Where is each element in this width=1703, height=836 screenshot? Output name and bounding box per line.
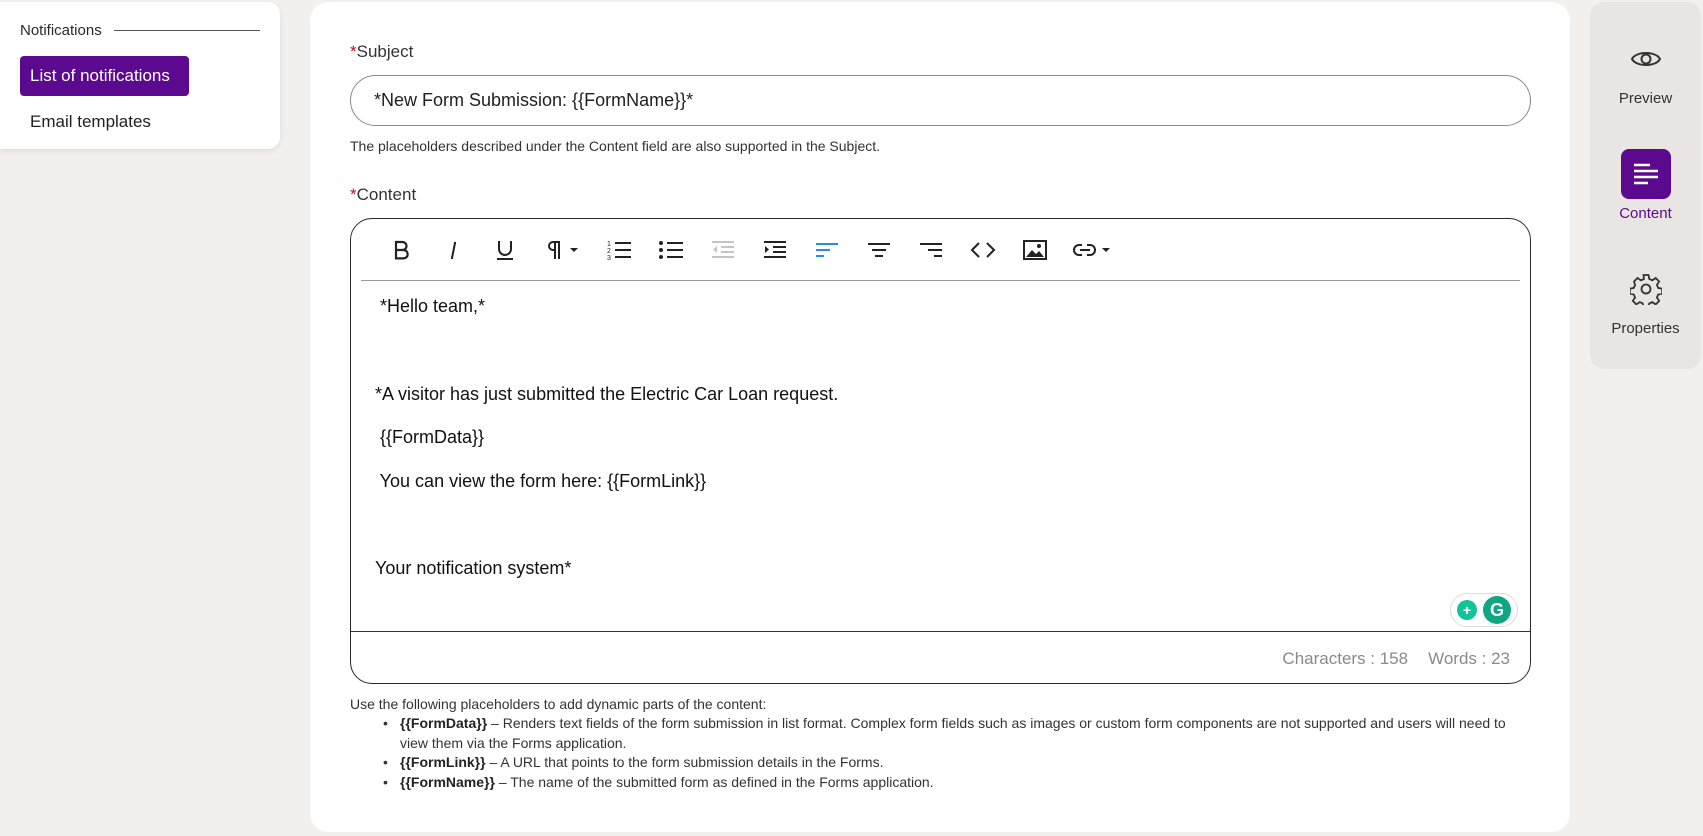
word-count: Words : 23 bbox=[1428, 648, 1510, 668]
content-label-text: Content bbox=[356, 185, 417, 204]
placeholder-key: {{FormData}} bbox=[400, 715, 488, 731]
ordered-list-button[interactable] bbox=[593, 230, 645, 270]
svg-text:3: 3 bbox=[607, 254, 611, 261]
insert-image-button[interactable] bbox=[1009, 230, 1061, 270]
editor-toolbar bbox=[361, 219, 1520, 281]
editor-counter bbox=[351, 631, 1530, 684]
nav-title: Notifications bbox=[20, 22, 102, 39]
indent-button[interactable] bbox=[749, 230, 801, 270]
placeholder-desc: – The name of the submitted form as defined in the Forms application. bbox=[494, 773, 934, 790]
bold-button[interactable] bbox=[375, 230, 427, 270]
rich-text-editor bbox=[350, 218, 1531, 684]
unordered-list-button[interactable] bbox=[645, 230, 697, 270]
placeholder-key: {{FormName}} bbox=[400, 773, 495, 790]
underline-button[interactable] bbox=[479, 230, 531, 270]
align-right-button[interactable] bbox=[905, 230, 957, 270]
code-icon bbox=[970, 239, 996, 261]
notifications-nav bbox=[0, 2, 280, 149]
italic-button[interactable] bbox=[427, 230, 479, 270]
content-line-signoff: Your notification system* bbox=[375, 558, 572, 578]
character-count: Characters : 158 bbox=[1282, 648, 1409, 668]
svg-text:1: 1 bbox=[607, 240, 611, 248]
nav-item-email-templates[interactable]: Email templates bbox=[30, 112, 151, 131]
insert-link-dropdown[interactable] bbox=[1061, 230, 1123, 270]
rail-item-properties[interactable] bbox=[1590, 264, 1701, 337]
content-label bbox=[350, 185, 416, 205]
notification-editor-card bbox=[310, 2, 1570, 832]
placeholders-list bbox=[350, 714, 1530, 792]
content-line-formdata: {{FormData}} bbox=[375, 427, 485, 447]
placeholder-desc: – A URL that points to the form submission details in the Forms. bbox=[485, 754, 884, 770]
nav-divider bbox=[114, 30, 260, 31]
content-line-greeting: *Hello team,* bbox=[375, 296, 486, 316]
list-item bbox=[350, 753, 1530, 773]
subject-input[interactable] bbox=[350, 75, 1531, 126]
ordered-list-icon bbox=[606, 239, 632, 261]
content-lines-icon bbox=[1621, 149, 1671, 199]
content-line-intro: *A visitor has just submitted the Electric Car Loan request. bbox=[375, 384, 839, 404]
list-item bbox=[350, 714, 1530, 753]
nav-item-list-of-notifications[interactable]: List of notifications bbox=[20, 56, 189, 96]
required-mark: * bbox=[350, 185, 357, 204]
subject-label bbox=[350, 42, 413, 62]
rail-item-preview[interactable] bbox=[1590, 34, 1701, 107]
paragraph-icon bbox=[544, 239, 580, 261]
nav-header bbox=[20, 22, 260, 39]
grammarly-logo-icon[interactable]: G bbox=[1483, 596, 1511, 624]
align-center-button[interactable] bbox=[853, 230, 905, 270]
indent-icon bbox=[763, 239, 787, 261]
placeholder-key: {{FormLink}} bbox=[400, 754, 486, 770]
rail-label-properties: Properties bbox=[1611, 320, 1680, 337]
outdent-icon bbox=[711, 239, 735, 261]
list-item bbox=[350, 773, 1530, 793]
italic-icon bbox=[442, 239, 464, 261]
paragraph-format-dropdown[interactable] bbox=[531, 230, 593, 270]
outdent-button[interactable] bbox=[697, 230, 749, 270]
rail-label-preview: Preview bbox=[1618, 90, 1673, 107]
right-side-rail bbox=[1590, 2, 1701, 369]
editor-content[interactable] bbox=[351, 282, 1530, 617]
placeholders-intro: Use the following placeholders to add dynamic parts of the content: bbox=[350, 696, 767, 712]
align-left-icon bbox=[815, 239, 839, 261]
subject-label-text: Subject bbox=[356, 42, 414, 61]
grammarly-suggestion-icon[interactable]: + bbox=[1457, 600, 1477, 620]
align-center-icon bbox=[867, 239, 891, 261]
bold-icon bbox=[390, 239, 412, 261]
content-line-formlink: You can view the form here: {{FormLink}} bbox=[375, 471, 707, 491]
rail-label-content: Content bbox=[1619, 205, 1672, 222]
rail-item-content[interactable] bbox=[1590, 149, 1701, 222]
svg-text:2: 2 bbox=[607, 247, 611, 255]
grammarly-widget[interactable] bbox=[1450, 593, 1518, 627]
align-right-icon bbox=[919, 239, 943, 261]
eye-icon bbox=[1621, 34, 1671, 84]
subject-hint: The placeholders described under the Content field are also supported in the Subject. bbox=[350, 138, 881, 154]
placeholder-desc: – Renders text fields of the form submission in list format. Complex form fields such as images or custom form components are not supported and users will need to view them via the Forms application. bbox=[400, 715, 1506, 751]
gear-icon bbox=[1621, 264, 1671, 314]
required-mark: * bbox=[350, 42, 357, 61]
unordered-list-icon bbox=[658, 239, 684, 261]
image-icon bbox=[1023, 239, 1047, 261]
align-left-button[interactable] bbox=[801, 230, 853, 270]
code-view-button[interactable] bbox=[957, 230, 1009, 270]
underline-icon bbox=[494, 239, 516, 261]
link-icon bbox=[1072, 239, 1112, 261]
